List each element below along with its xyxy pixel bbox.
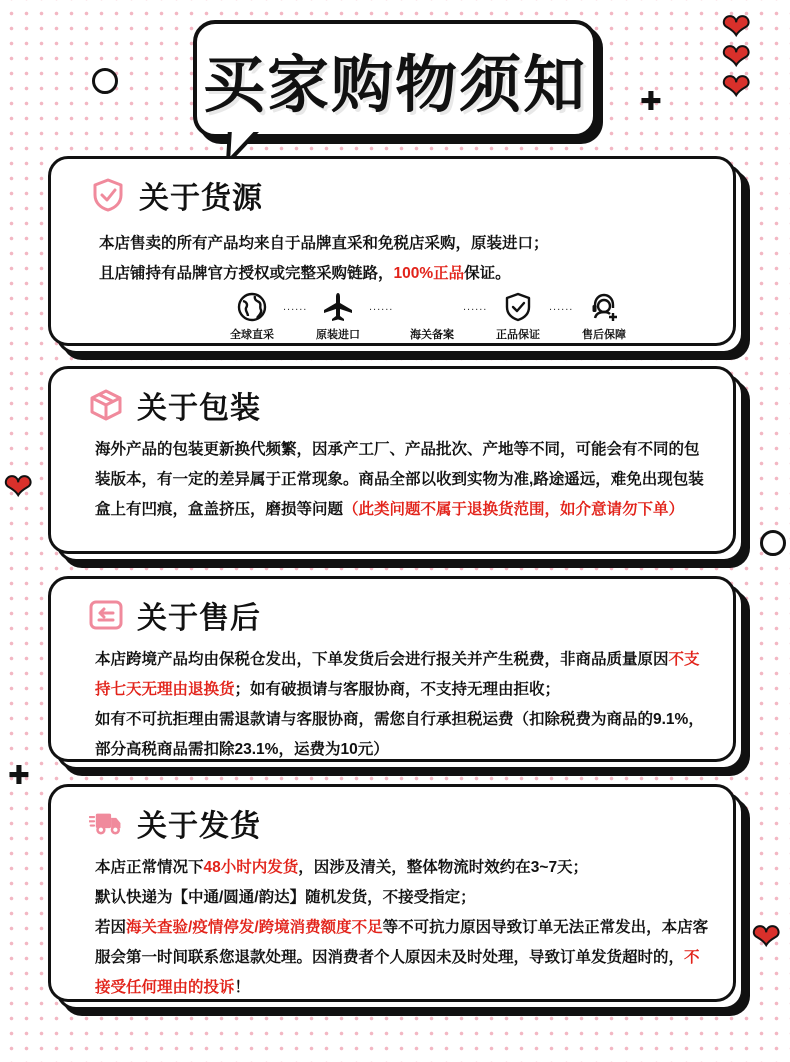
section-title: 关于发货 — [137, 810, 261, 843]
text-run: ！ — [234, 979, 251, 996]
step-customs — [401, 291, 463, 342]
text-run: 本店售卖的所有产品均来自于品牌直采和免税店采购，原装进口； — [99, 235, 549, 252]
paragraph — [95, 883, 713, 913]
paragraph — [95, 913, 713, 1003]
highlight-text: 100%正品 — [393, 265, 465, 282]
section-shipping — [48, 784, 736, 1002]
source-flow — [221, 291, 707, 342]
paragraph — [95, 705, 713, 765]
paragraph — [95, 853, 713, 883]
section-after-sales — [48, 576, 736, 762]
section-title: 关于货源 — [139, 182, 263, 215]
page-title: 买家购物须知 — [202, 47, 587, 121]
customs-icon — [416, 291, 448, 323]
shield-check-icon — [91, 178, 125, 212]
step-label: 全球直采 — [230, 329, 274, 341]
dots-connector: ...... — [549, 301, 574, 313]
section-body — [95, 645, 713, 765]
shield-check-icon — [502, 291, 534, 323]
dots-connector: ...... — [463, 301, 488, 313]
text-run: 本店跨境产品均由保税仓发出，下单发货后会进行报关并产生税费，非商品质量原因 — [95, 651, 669, 668]
section-source — [48, 156, 736, 346]
text-run: 海外产品的包装更新换代频繁，因承产工厂、产品批次、产地等不同，可能会有不同的包装版本，有一定的差异属于正常现象。商品全部以收到实物为准,路途遥远，难免出现包装盒上有凹痕，盒盖挤压，磨损等问题 — [95, 441, 704, 518]
highlight-text: （此类问题不属于退换货范围，如介意请勿下单） — [343, 501, 685, 518]
return-icon — [89, 598, 123, 632]
highlight-text: 海关查验/疫情停发/跨境消费额度不足 — [126, 919, 383, 936]
package-box-icon — [89, 388, 123, 422]
text-run: ；如有破损请与客服协商，不支持无理由拒收； — [234, 681, 561, 698]
text-run: 且店铺持有品牌官方授权或完整采购链路， — [99, 265, 394, 282]
heart-icon: ❤ — [722, 8, 751, 46]
heart-icon: ❤ — [752, 918, 781, 956]
section-title: 关于售后 — [137, 602, 261, 635]
airplane-icon — [322, 291, 354, 323]
service-agent-icon — [588, 291, 620, 323]
paragraph — [99, 229, 707, 259]
step-authentic-guarantee — [487, 291, 549, 342]
text-run: 若因 — [95, 919, 127, 936]
highlight-text: 不接受任何理由的投诉 — [95, 949, 700, 996]
ring-decoration — [760, 530, 786, 556]
step-label: 售后保障 — [582, 329, 626, 341]
highlight-text: 48小时内发货 — [203, 859, 299, 876]
heart-icon: ❤ — [722, 68, 751, 106]
delivery-truck-icon — [89, 806, 123, 840]
section-body — [95, 435, 713, 525]
globe-icon — [236, 291, 268, 323]
step-label: 正品保证 — [496, 329, 540, 341]
plus-decoration: ✚ — [640, 86, 662, 116]
step-label: 原装进口 — [316, 329, 360, 341]
paragraph — [95, 645, 713, 705]
text-run: 如有不可抗拒理由需退款请与客服协商，需您自行承担税运费（扣除税费为商品的9.1%，部分高税商品需扣除23.1%，运费为10元） — [95, 711, 704, 758]
plus-decoration: ✚ — [8, 760, 30, 790]
section-body — [95, 853, 713, 1003]
section-packaging — [48, 366, 736, 554]
ring-decoration — [92, 68, 118, 94]
text-run: 默认快递为【中通/圆通/韵达】随机发货，不接受指定； — [95, 889, 476, 906]
step-original-import — [307, 291, 369, 342]
paragraph — [95, 435, 713, 525]
text-run: 本店正常情况下 — [95, 859, 204, 876]
section-title: 关于包装 — [137, 392, 261, 425]
step-global-sourcing — [221, 291, 283, 342]
paragraph — [99, 259, 707, 289]
text-run: ，因涉及清关，整体物流时效约在3~7天； — [298, 859, 589, 876]
step-label: 海关备案 — [410, 329, 454, 341]
dots-connector: ...... — [369, 301, 394, 313]
heart-icon: ❤ — [4, 468, 33, 506]
highlight-text: 不支持七天无理由退换货 — [95, 651, 700, 698]
section-body — [99, 229, 707, 289]
dots-connector: ...... — [283, 301, 308, 313]
title-bubble — [193, 20, 597, 138]
text-run: 保证。 — [464, 265, 511, 282]
text-run: 等不可抗力原因导致订单无法正常发出，本店客服会第一时间联系您退款处理。因消费者个人原因未及时处理，导致订单发货超时的， — [95, 919, 709, 966]
heart-icon: ❤ — [722, 38, 751, 76]
step-after-sales — [573, 291, 635, 342]
